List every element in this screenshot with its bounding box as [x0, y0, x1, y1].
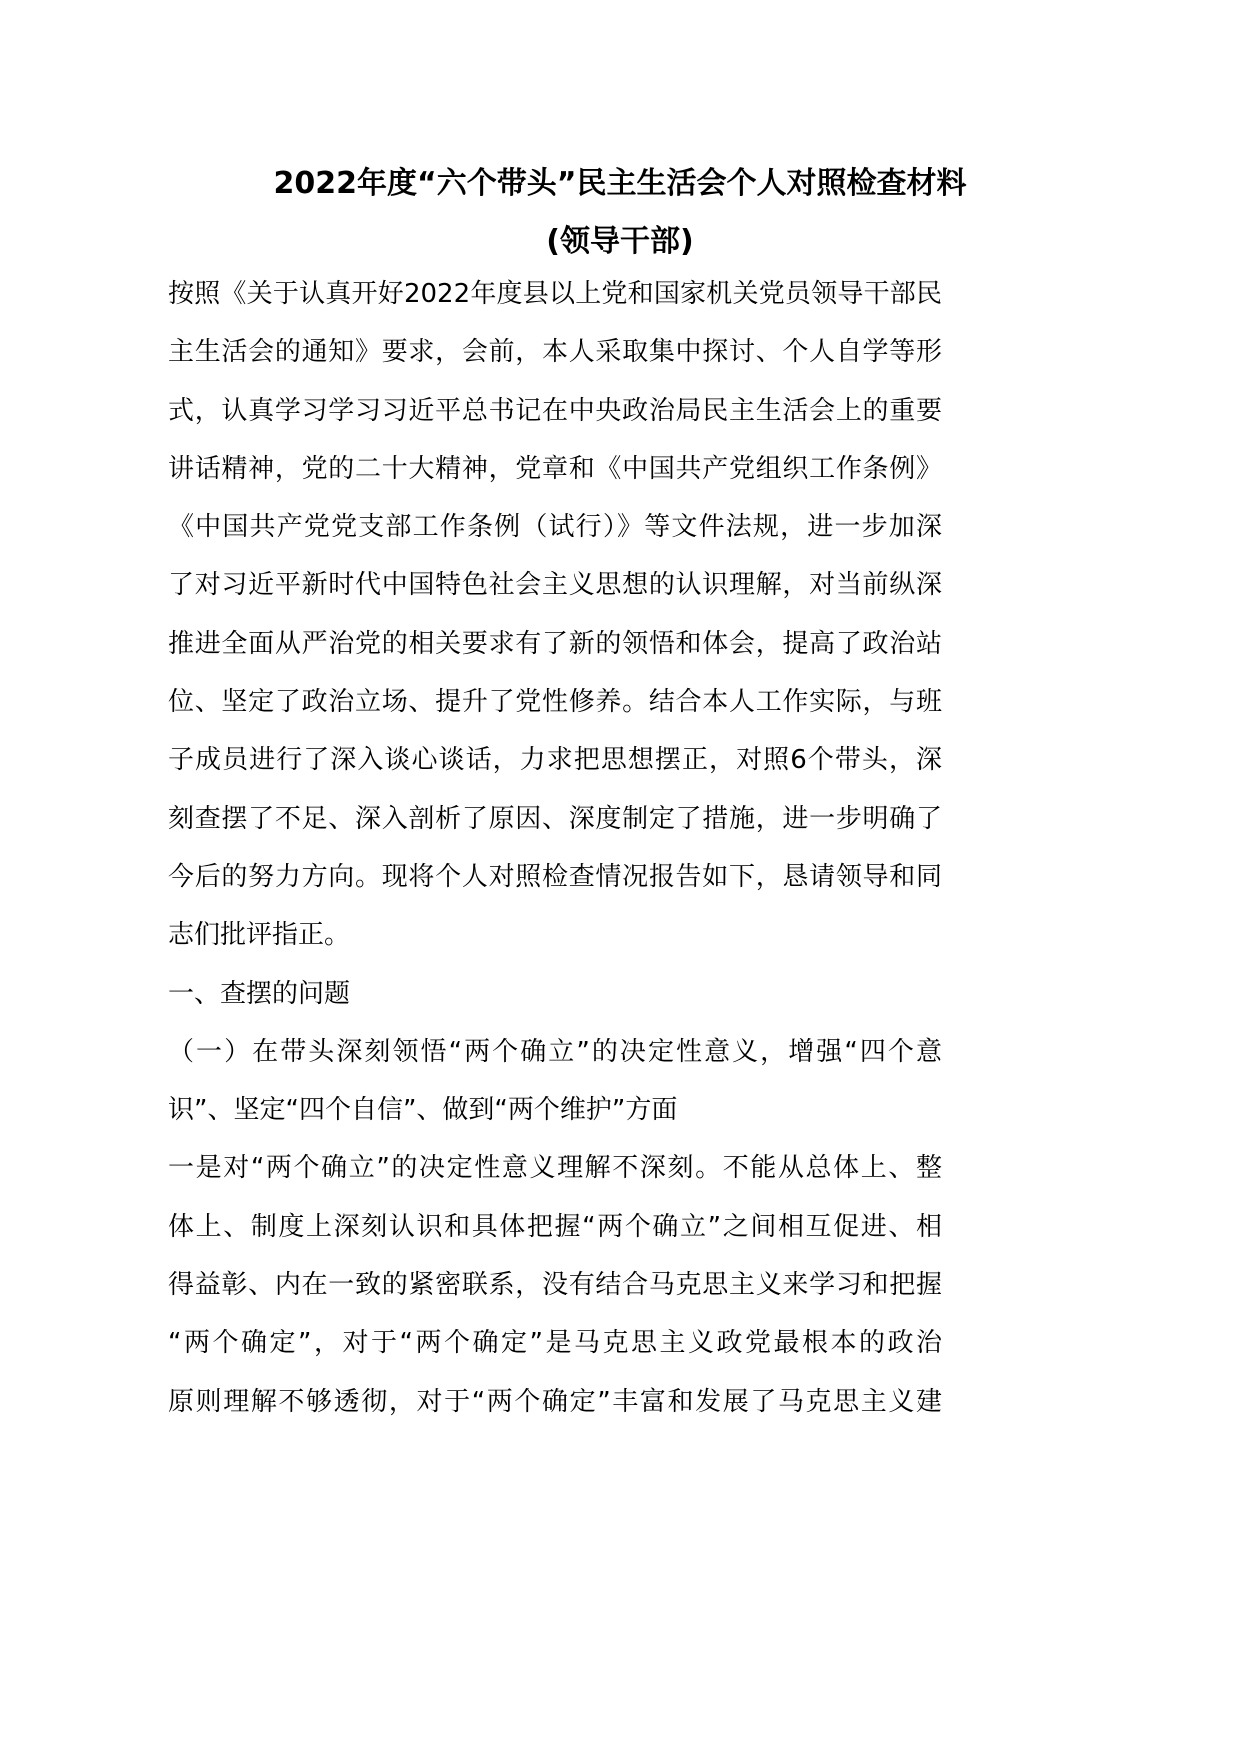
- document-body: [168, 274, 942, 1440]
- text-line: 志们批评指正。: [168, 920, 351, 951]
- text-line: 得益彰、内在一致的紧密联系，没有结合马克思主义来学习和把握: [168, 1270, 942, 1301]
- text-line: 了对习近平新时代中国特色社会主义思想的认识理解，对当前纵深: [168, 570, 942, 601]
- text-line: 主生活会的通知》要求，会前，本人采取集中探讨、个人自学等形: [168, 337, 942, 368]
- text-line: 原则理解不够透彻，对于“两个确定”丰富和发展了马克思主义建: [168, 1386, 942, 1417]
- text-line: 位、坚定了政治立场、提升了党性修养。结合本人工作实际，与班: [168, 687, 942, 718]
- document-title: 2022年度“六个带头”民主生活会个人对照检查材料: [273, 166, 967, 201]
- text-line: 子成员进行了深入谈心谈话，力求把思想摆正，对照6个带头，深: [168, 745, 942, 776]
- text-line: 刻查摆了不足、深入剖析了原因、深度制定了措施，进一步明确了: [168, 803, 942, 834]
- text-line: 式，认真学习学习习近平总书记在中央政治局民主生活会上的重要: [168, 395, 942, 426]
- text-line: 一是对“两个确立”的决定性意义理解不深刻。不能从总体上、整: [168, 1153, 942, 1184]
- text-line: 按照《关于认真开好2022年度县以上党和国家机关党员领导干部民: [168, 279, 942, 309]
- text-line: 今后的努力方向。现将个人对照检查情况报告如下，恳请领导和同: [168, 861, 942, 892]
- text-line: 识”、坚定“四个自信”、做到“两个维护”方面: [168, 1095, 678, 1126]
- text-line: 推进全面从严治党的相关要求有了新的领悟和体会，提高了政治站: [168, 628, 942, 659]
- text-line: 一、查摆的问题: [168, 978, 351, 1009]
- text-line: 体上、制度上深刻认识和具体把握“两个确立”之间相互促进、相: [168, 1211, 942, 1242]
- document-subtitle: (领导干部): [546, 224, 694, 259]
- text-line: 讲话精神，党的二十大精神，党章和《中国共产党组织工作条例》: [168, 453, 942, 484]
- text-line: “两个确定”，对于“两个确定”是马克思主义政党最根本的政治: [168, 1328, 942, 1359]
- text-line: 《中国共产党党支部工作条例（试行）》等文件法规，进一步加深: [168, 512, 942, 543]
- text-line: （一）在带头深刻领悟“两个确立”的决定性意义，增强“四个意: [168, 1036, 942, 1067]
